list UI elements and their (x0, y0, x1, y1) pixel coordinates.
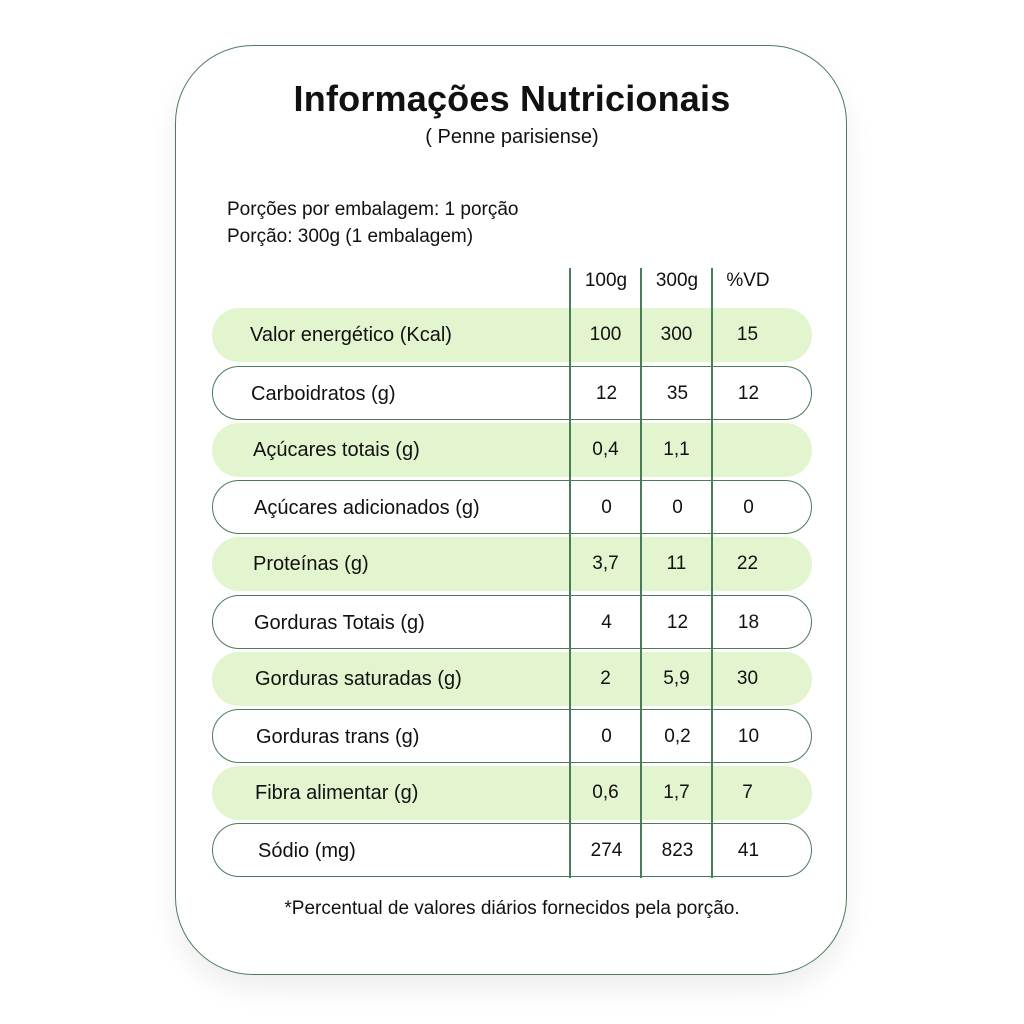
value-vd: 22 (736, 553, 759, 574)
nutrient-row (212, 823, 812, 877)
value-100g: 12 (595, 383, 618, 404)
value-100g: 274 (590, 840, 623, 861)
value-300g: 1,1 (663, 439, 690, 460)
value-100g: 3,7 (592, 553, 619, 574)
nutrient-name: Gorduras saturadas (g) (255, 668, 462, 690)
nutrient-row (212, 595, 812, 649)
value-vd: 0 (743, 497, 754, 518)
value-100g: 0,6 (592, 782, 619, 803)
label-title: Informações Nutricionais (293, 78, 731, 119)
column-header-300g: 300g (655, 270, 699, 291)
column-divider (711, 268, 713, 878)
nutrient-row (212, 366, 812, 420)
value-vd: 18 (737, 612, 760, 633)
nutrient-name: Carboidratos (g) (251, 383, 396, 405)
value-vd: 41 (737, 840, 760, 861)
nutrient-name: Proteínas (g) (253, 553, 369, 575)
nutrient-name: Valor energético (Kcal) (250, 324, 452, 346)
nutrient-row (212, 480, 812, 534)
nutrient-row (212, 766, 812, 820)
column-divider (569, 268, 571, 878)
value-100g: 4 (601, 612, 612, 633)
value-300g: 35 (666, 383, 689, 404)
value-vd: 30 (736, 668, 759, 689)
value-vd: 15 (736, 324, 759, 345)
nutrient-row (212, 308, 812, 362)
value-100g: 0 (601, 726, 612, 747)
nutrient-name: Açúcares adicionados (g) (254, 497, 480, 519)
value-vd: 12 (737, 383, 760, 404)
value-100g: 100 (589, 324, 622, 345)
value-vd: 7 (742, 782, 753, 803)
nutrient-name: Sódio (mg) (258, 840, 356, 862)
column-header-100g: 100g (584, 270, 628, 291)
value-300g: 11 (666, 553, 687, 574)
nutrient-name: Gorduras trans (g) (256, 726, 420, 748)
value-300g: 0,2 (664, 726, 691, 747)
value-300g: 12 (666, 612, 689, 633)
nutrient-row (212, 652, 812, 706)
value-100g: 0 (601, 497, 612, 518)
nutrient-row (212, 709, 812, 763)
value-300g: 5,9 (663, 668, 690, 689)
value-300g: 823 (661, 840, 694, 861)
value-300g: 300 (660, 324, 693, 345)
nutrient-name: Gorduras Totais (g) (254, 612, 425, 634)
nutrient-name: Açúcares totais (g) (253, 439, 420, 461)
servings-per-package: Porções por embalagem: 1 porção (227, 199, 519, 220)
serving-size: Porção: 300g (1 embalagem) (227, 226, 474, 247)
nutrient-row (212, 537, 812, 591)
value-vd: 10 (737, 726, 760, 747)
footnote: *Percentual de valores diários fornecidos pela porção. (284, 898, 740, 919)
value-100g: 0,4 (592, 439, 619, 460)
product-name: ( Penne parisiense) (425, 126, 599, 148)
column-divider (640, 268, 642, 878)
value-300g: 0 (672, 497, 683, 518)
nutrient-name: Fibra alimentar (g) (255, 782, 419, 804)
value-100g: 2 (600, 668, 611, 689)
column-header-vd: %VD (726, 270, 770, 291)
value-300g: 1,7 (663, 782, 690, 803)
nutrient-row (212, 423, 812, 477)
